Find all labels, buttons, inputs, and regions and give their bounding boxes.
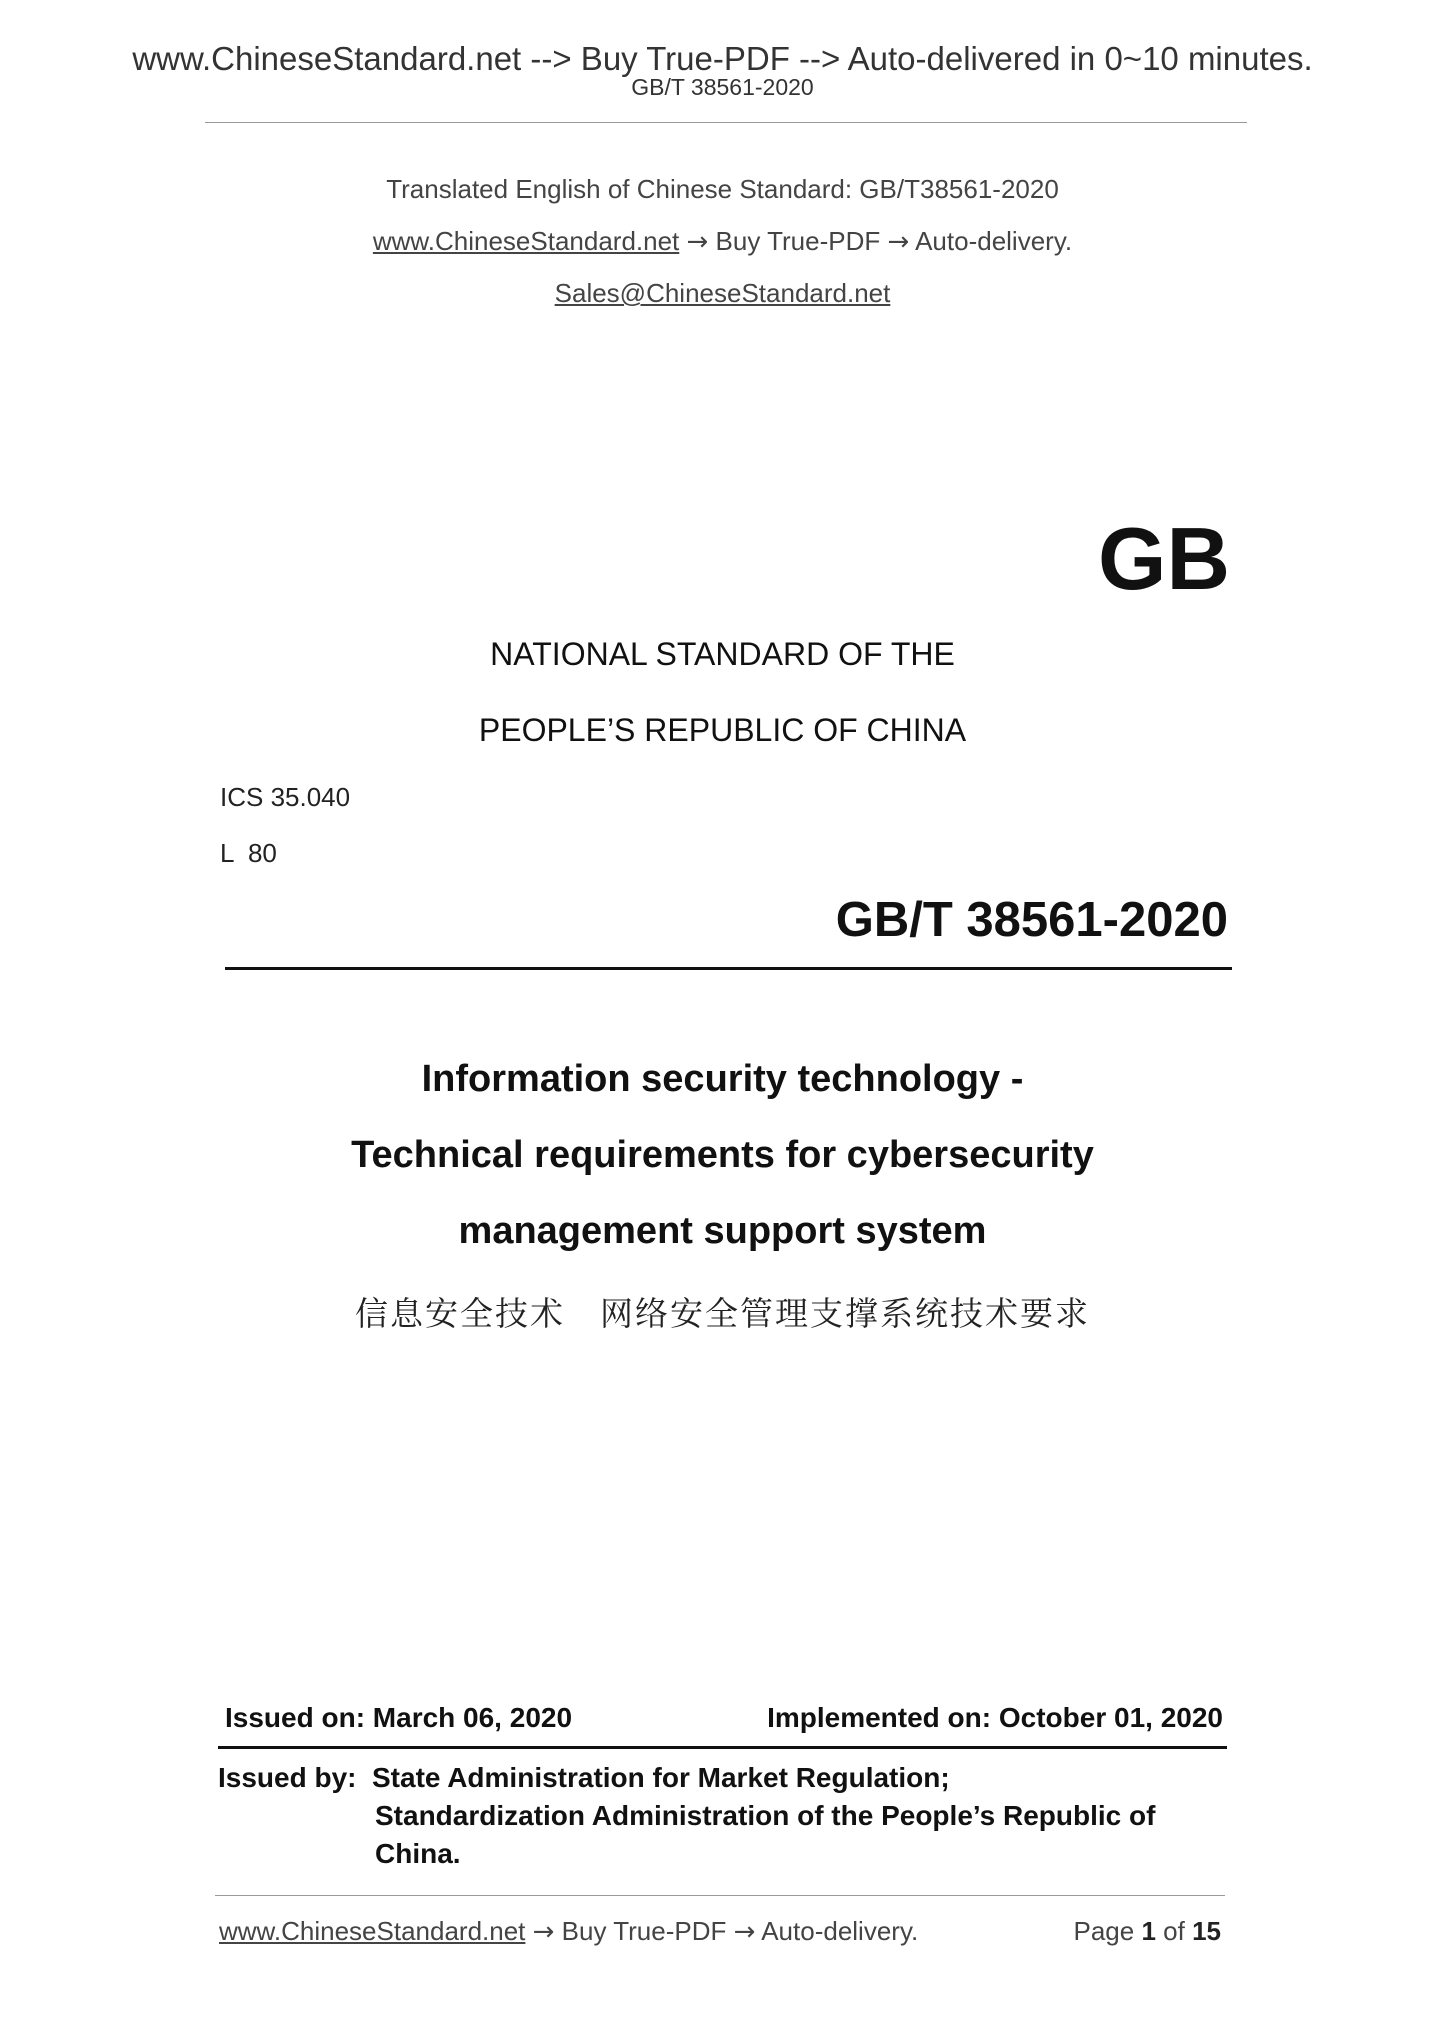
ccs-code: L 80 (220, 838, 277, 868)
running-header-code: GB/T 38561-2020 (631, 74, 814, 100)
standard-code: GB/T 38561-2020 (835, 893, 1228, 947)
gb-mark: GB (1098, 509, 1230, 608)
page-of: of (1163, 1916, 1185, 1946)
footer-buy-text: Buy True-PDF (561, 1916, 727, 1946)
page-label: Page (1073, 1916, 1135, 1946)
footer-auto-delivery-text: Auto-delivery. (761, 1916, 919, 1946)
page-indicator (1073, 1916, 1221, 1947)
buy-text: Buy True-PDF (715, 226, 881, 256)
issued-by-label: Issued by: (218, 1762, 357, 1793)
page-current: 1 (1141, 1916, 1156, 1946)
implemented-on-date: Implemented on: October 01, 2020 (767, 1702, 1223, 1733)
right-arrow-icon: → (887, 227, 910, 257)
site-link[interactable]: www.ChineseStandard.net (372, 226, 680, 256)
right-arrow-icon: → (532, 1917, 555, 1947)
title-line-1: Information security technology - (421, 1058, 1024, 1100)
ics-code: ICS 35.040 (220, 782, 351, 812)
footer-site-link[interactable]: www.ChineseStandard.net (219, 1916, 526, 1946)
national-standard-line-1: NATIONAL STANDARD OF THE (490, 636, 955, 672)
issuer-line-1: State Administration for Market Regulation; (372, 1762, 950, 1793)
dates-divider (218, 1746, 1227, 1749)
title-chinese: 信息安全技术 网络安全管理支撑系统技术要求 (355, 1294, 1090, 1333)
email-line (0, 278, 1445, 309)
footer-link-line (219, 1916, 918, 1947)
sales-email-link[interactable]: Sales@ChineseStandard.net (554, 278, 891, 308)
issuer-line-3: China. (375, 1838, 461, 1869)
title-line-2: Technical requirements for cybersecurity (351, 1134, 1094, 1176)
title-line-3: management support system (458, 1210, 987, 1252)
translated-line: Translated English of Chinese Standard: GB/T38561-2020 (386, 174, 1059, 204)
header-divider (205, 122, 1247, 123)
national-standard-line-2: PEOPLE’S REPUBLIC OF CHINA (478, 712, 967, 748)
footer-divider (215, 1895, 1225, 1896)
auto-delivery-text: Auto-delivery. (915, 226, 1073, 256)
page-total: 15 (1192, 1916, 1221, 1946)
standard-code-divider (225, 967, 1232, 970)
issued-on-date: Issued on: March 06, 2020 (225, 1702, 573, 1733)
right-arrow-icon: → (686, 227, 709, 257)
top-banner: www.ChineseStandard.net --> Buy True-PDF --> Auto-delivered in 0~10 minutes. (132, 40, 1313, 77)
issuer-line-2: Standardization Administration of the People’s Republic of (375, 1800, 1156, 1831)
right-arrow-icon: → (733, 1917, 756, 1947)
intro-link-line (0, 226, 1445, 257)
